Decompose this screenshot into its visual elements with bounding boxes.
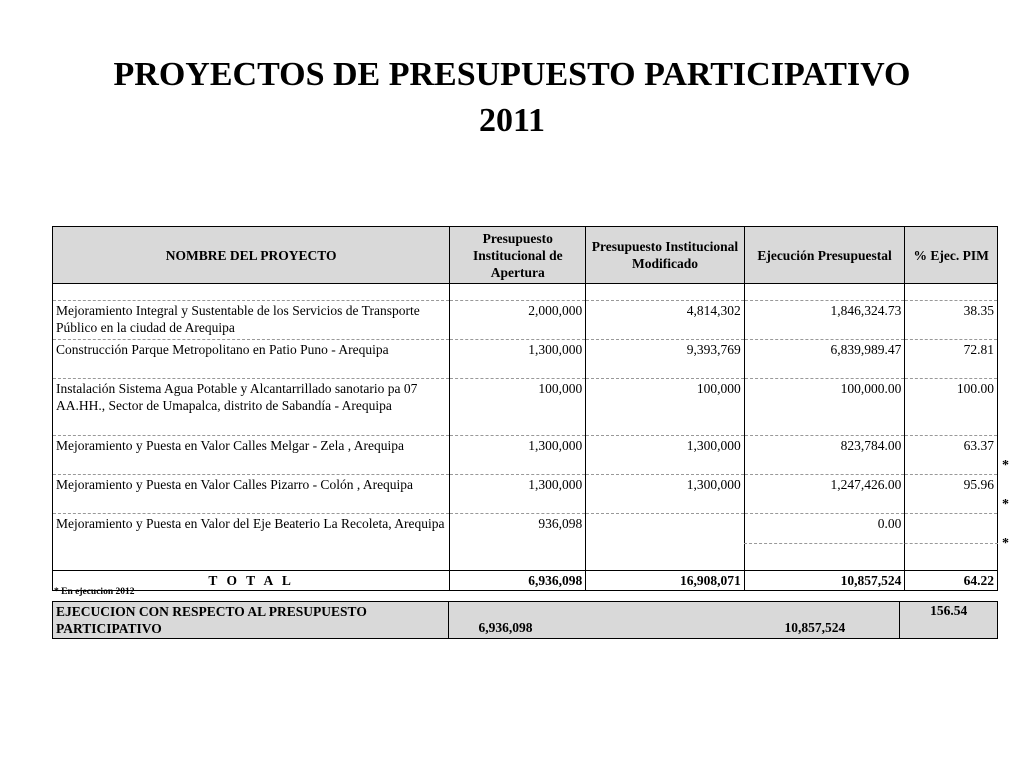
total-modificado: 16,908,071 <box>586 571 745 591</box>
pct-value <box>905 514 1009 571</box>
ejecucion-value: 1,846,324.73 <box>744 301 905 340</box>
table-row <box>53 436 998 475</box>
ejecucion-value: 100,000.00 <box>744 379 905 436</box>
pct-value <box>905 340 998 379</box>
table-row <box>53 340 998 379</box>
modificado-value: 4,814,302 <box>586 301 745 340</box>
total-apertura: 6,936,098 <box>450 571 586 591</box>
in-progress-mark: * <box>1002 536 1009 551</box>
pct-text: 72.81 <box>963 342 994 357</box>
header-modificado: Presupuesto Institucional Modificado <box>586 227 745 284</box>
pct-value <box>905 436 1009 475</box>
divider <box>744 543 998 544</box>
pct-text: 95.96 <box>963 477 994 492</box>
summary-ejecucion: 10,857,524 <box>784 620 846 635</box>
summary-pct: 156.54 <box>900 602 998 639</box>
title-line-1: PROYECTOS DE PRESUPUESTO PARTICIPATIVO <box>113 56 911 93</box>
pct-value <box>905 301 998 340</box>
summary-apertura: 6,936,098 <box>478 620 533 635</box>
in-progress-mark: * <box>1002 458 1009 473</box>
total-pct: 64.22 <box>905 571 998 591</box>
modificado-value: 100,000 <box>586 379 745 436</box>
pct-text: 38.35 <box>963 303 994 318</box>
page-title <box>0 52 1024 144</box>
ejecucion-value: 0.00 <box>744 514 905 571</box>
budget-table <box>52 226 1009 591</box>
apertura-value: 100,000 <box>450 379 586 436</box>
table-row <box>53 379 998 436</box>
header-row <box>53 227 998 284</box>
footnote: * En ejecucion 2012 <box>54 587 135 597</box>
total-row <box>53 571 998 591</box>
apertura-value: 1,300,000 <box>450 475 586 514</box>
table-row <box>53 301 998 340</box>
pct-value <box>905 379 998 436</box>
apertura-value: 1,300,000 <box>450 436 586 475</box>
spacer-row <box>53 284 998 301</box>
header-apertura: Presupuesto Institucional de Apertura <box>450 227 586 284</box>
total-ejecucion: 10,857,524 <box>744 571 905 591</box>
modificado-value <box>586 514 745 571</box>
project-name: Mejoramiento y Puesta en Valor Calles Melgar - Zela , Arequipa <box>53 436 450 475</box>
ejecucion-value: 1,247,426.00 <box>744 475 905 514</box>
summary-row <box>53 602 998 639</box>
table-row <box>53 475 998 514</box>
project-name: Mejoramiento y Puesta en Valor Calles Pizarro - Colón , Arequipa <box>53 475 450 514</box>
modificado-value: 1,300,000 <box>586 475 745 514</box>
ejecucion-value: 6,839,989.47 <box>744 340 905 379</box>
header-name: NOMBRE DEL PROYECTO <box>53 227 450 284</box>
apertura-value: 2,000,000 <box>450 301 586 340</box>
project-name: Mejoramiento Integral y Sustentable de los Servicios de Transporte Público en la ciudad de Arequipa <box>53 301 450 340</box>
table-row <box>53 514 998 571</box>
pct-text: 100.00 <box>956 381 994 396</box>
ejecucion-value: 823,784.00 <box>744 436 905 475</box>
apertura-value: 1,300,000 <box>450 340 586 379</box>
summary-table <box>52 601 998 639</box>
header-ejecucion: Ejecución Presupuestal <box>744 227 905 284</box>
project-name: Instalación Sistema Agua Potable y Alcantarrillado sanotario pa 07 AA.HH., Sector de Umapalca, distrito de Sabandía - Arequipa <box>53 379 450 436</box>
header-pct: % Ejec. PIM <box>905 227 998 284</box>
in-progress-mark: * <box>1002 497 1009 512</box>
apertura-value: 936,098 <box>450 514 586 571</box>
modificado-value: 1,300,000 <box>586 436 745 475</box>
project-name: Mejoramiento y Puesta en Valor del Eje Beaterio La Recoleta, Arequipa <box>53 514 450 571</box>
project-name: Construcción Parque Metropolitano en Patio Puno - Arequipa <box>53 340 450 379</box>
modificado-value: 9,393,769 <box>586 340 745 379</box>
title-line-2: 2011 <box>478 102 546 139</box>
total-label: T O T A L <box>53 571 450 591</box>
summary-label: EJECUCION CON RESPECTO AL PRESUPUESTO PARTICIPATIVO <box>53 602 449 639</box>
pct-value <box>905 475 1009 514</box>
summary-values <box>448 602 900 639</box>
pct-text: 63.37 <box>963 438 994 453</box>
